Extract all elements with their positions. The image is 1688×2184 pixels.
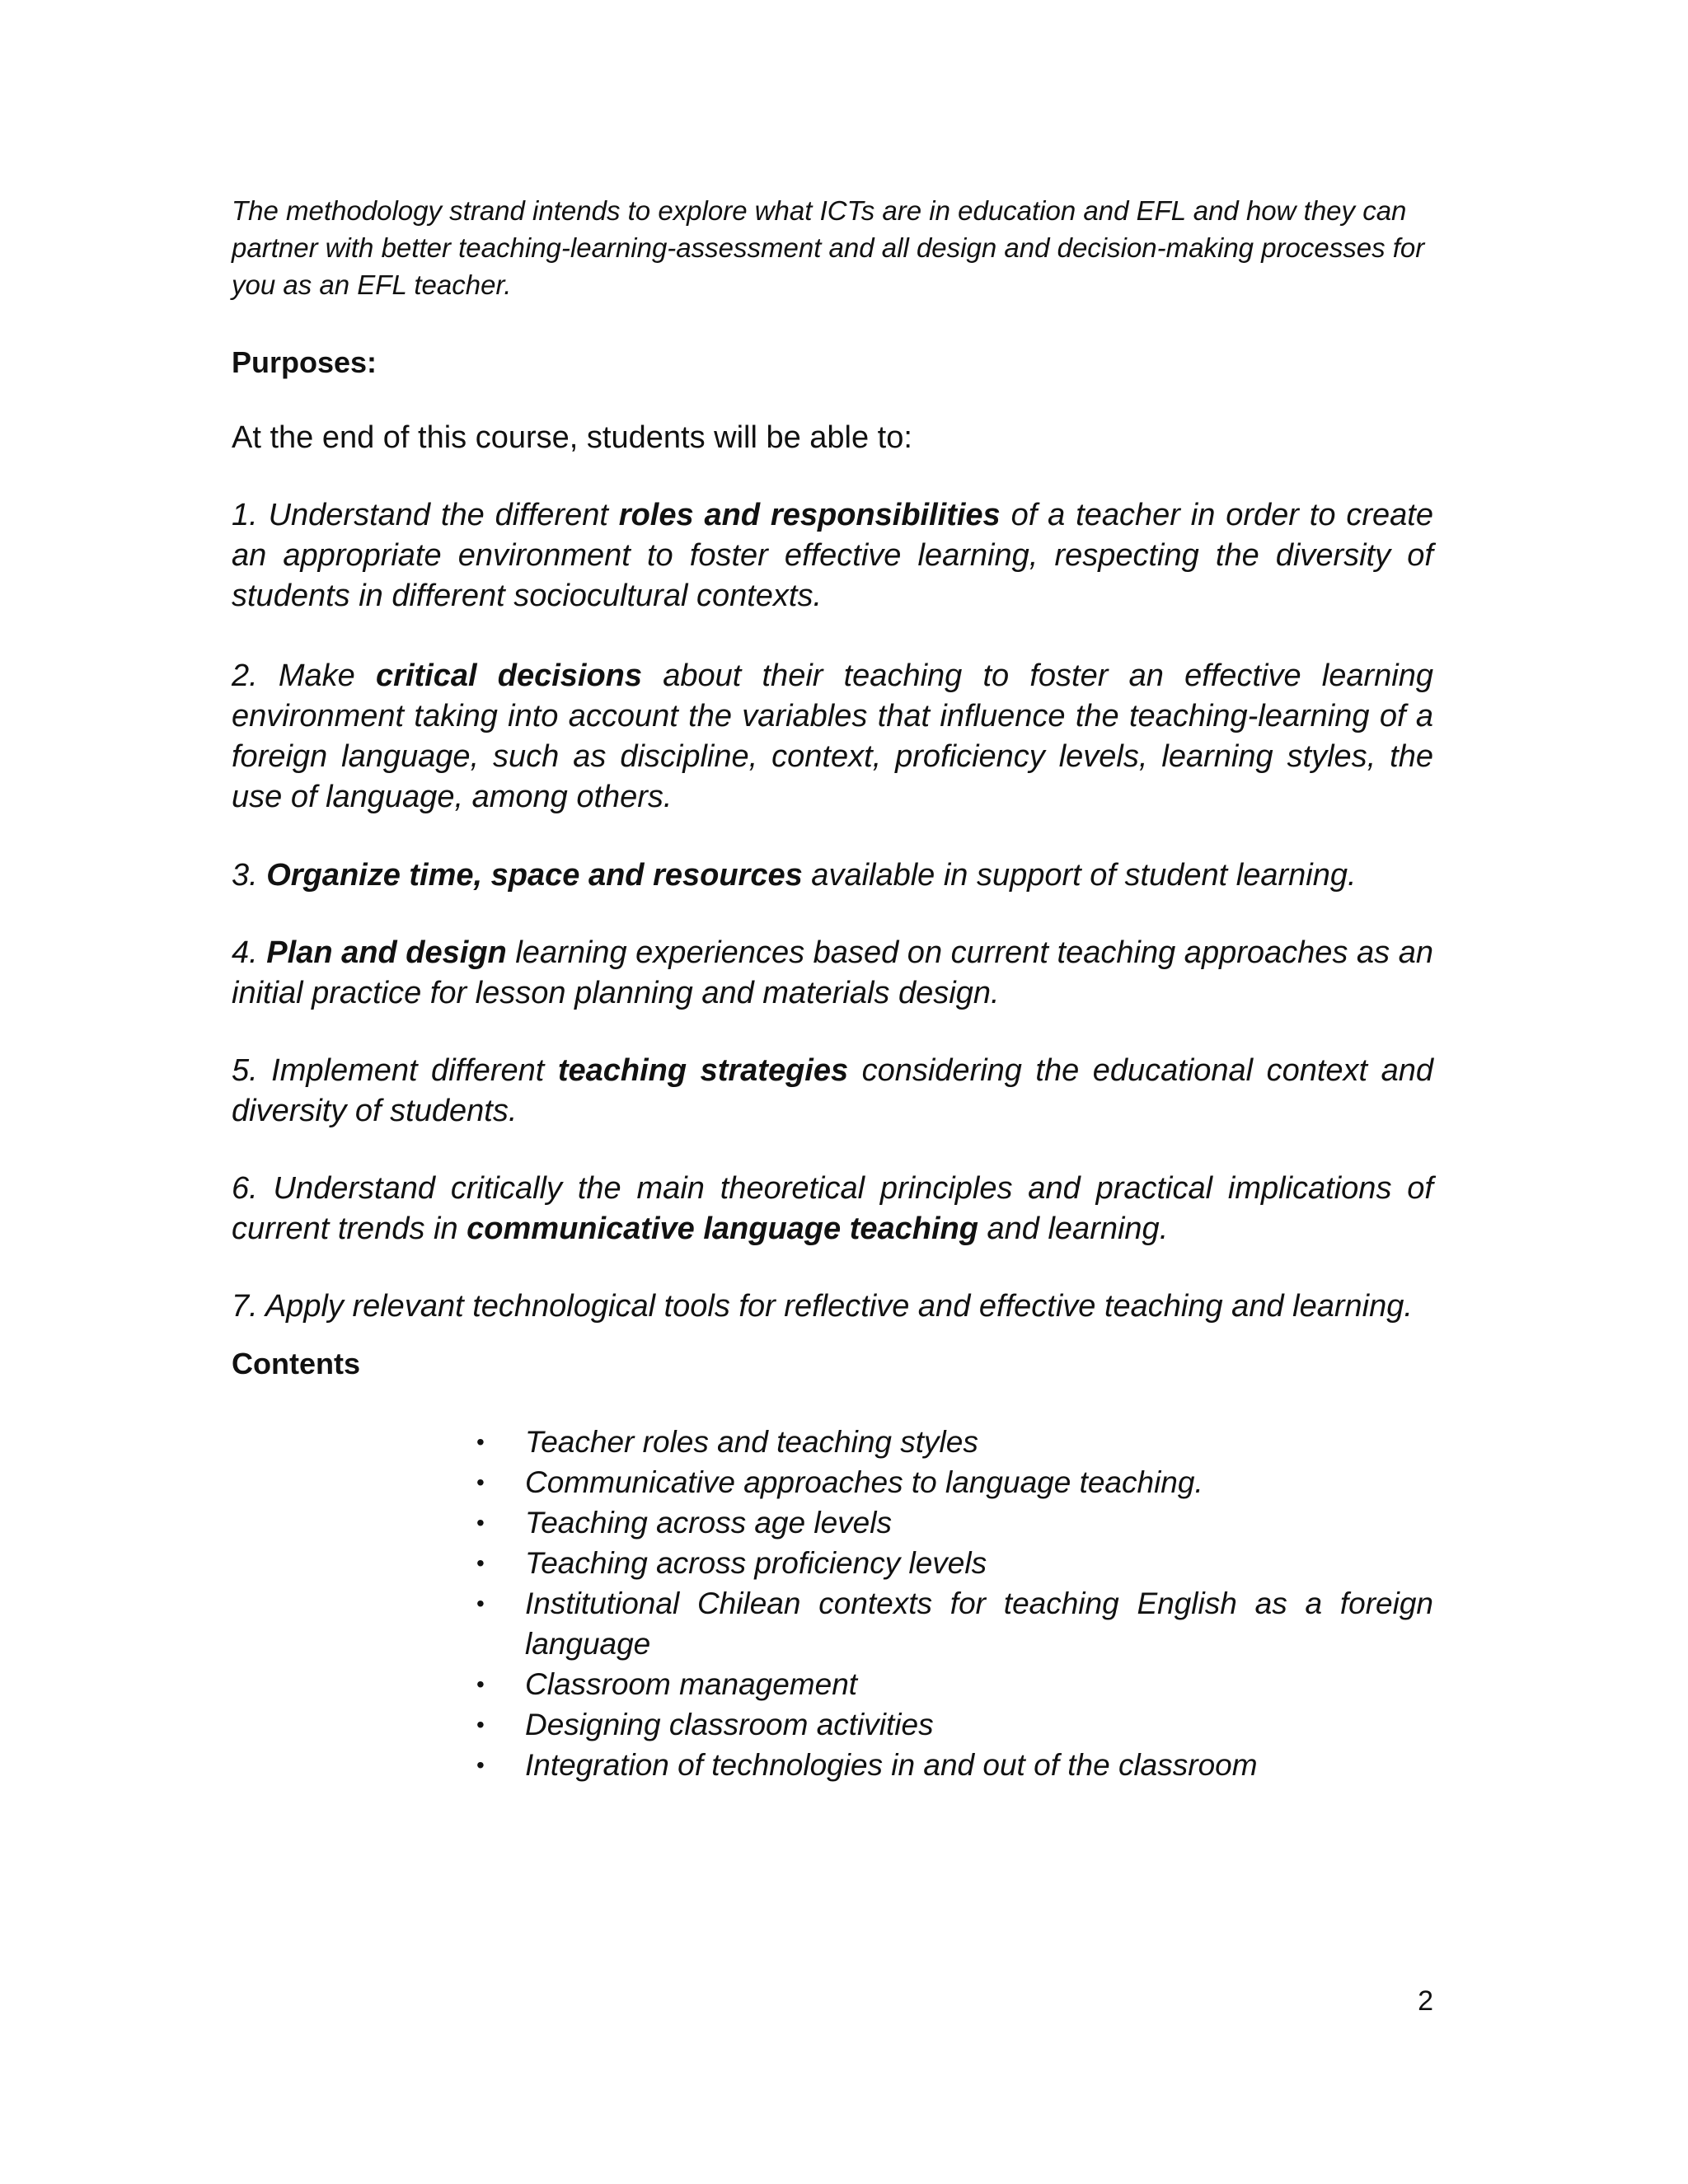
contents-list — [476, 1422, 1433, 1785]
bullet-icon: • — [476, 1671, 485, 1697]
list-item: • Teaching across proficiency levels — [476, 1543, 1433, 1583]
purposes-heading: Purposes: — [232, 345, 377, 379]
purpose-item-2: 2. Make critical decisions about their teaching to foster an effective learning environment taking into account the variables that influence the teaching-learning of a foreign language, such as discipline, context, proficiency levels, learning styles, the use of language, among others. — [232, 658, 1433, 814]
list-item: • Teaching across age levels — [476, 1502, 1433, 1543]
page-number: 2 — [1418, 1985, 1433, 2017]
contents-heading: Contents — [232, 1347, 360, 1380]
bullet-icon: • — [476, 1510, 485, 1535]
list-item: • Integration of technologies in and out of the classroom — [476, 1745, 1433, 1785]
bullet-icon: • — [476, 1469, 485, 1495]
purpose-item-5: 5. Implement different teaching strategies considering the educational context and diversity of students. — [232, 1053, 1433, 1128]
purpose-item-3: 3. Organize time, space and resources available in support of student learning. — [232, 858, 1357, 893]
purpose-item-7: 7. Apply relevant technological tools for reflective and effective teaching and learning. — [232, 1289, 1413, 1324]
purposes-lead: At the end of this course, students will be able to: — [232, 420, 912, 455]
list-item: • Classroom management — [476, 1664, 1433, 1704]
purpose-item-4: 4. Plan and design learning experiences based on current teaching approaches as an initial practice for lesson planning and materials design. — [232, 935, 1433, 1010]
purpose-item-6: 6. Understand critically the main theoretical principles and practical implications of current trends in communicative language teaching and learning. — [232, 1171, 1433, 1246]
list-item: • Institutional Chilean contexts for teaching English as a foreign language — [476, 1583, 1433, 1664]
list-item: • Teacher roles and teaching styles — [476, 1422, 1433, 1462]
list-item: • Designing classroom activities — [476, 1704, 1433, 1745]
bullet-icon: • — [476, 1591, 485, 1616]
bullet-icon: • — [476, 1712, 485, 1737]
intro-paragraph: The methodology strand intends to explore what ICTs are in education and EFL and how they can partner with better teaching-learning-assessment and all design and decision-making processes for you as an EFL teacher. — [232, 195, 1425, 300]
list-item: • Communicative approaches to language teaching. — [476, 1462, 1433, 1502]
purpose-item-1: 1. Understand the different roles and responsibilities of a teacher in order to create an appropriate environment to foster effective learning, respecting the diversity of students in different sociocultural contexts. — [232, 498, 1433, 613]
bullet-icon: • — [476, 1752, 485, 1778]
bullet-icon: • — [476, 1429, 485, 1455]
bullet-icon: • — [476, 1550, 485, 1576]
